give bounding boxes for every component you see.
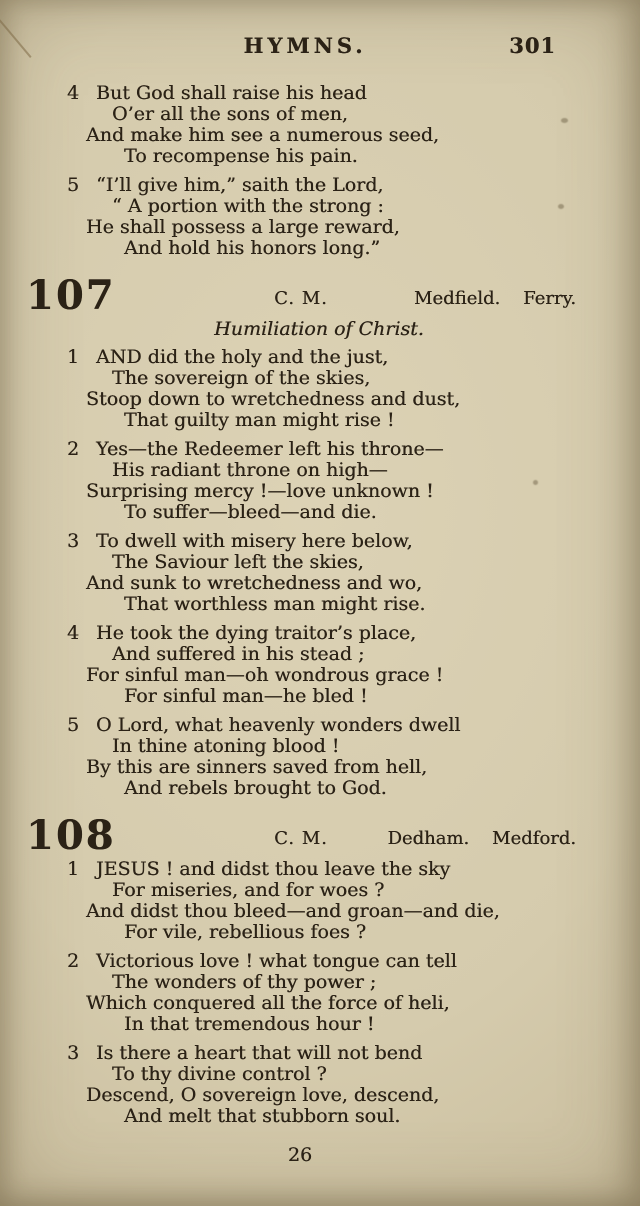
verse-line: And suffered in his stead ; <box>112 643 365 665</box>
page-number: 301 <box>509 33 556 58</box>
verse-number: 2 <box>67 950 80 972</box>
hymn-verses <box>62 859 576 1127</box>
verse <box>62 175 576 259</box>
verse-line: He took the dying traitor’s place, <box>96 622 417 644</box>
verse-number: 3 <box>67 530 80 552</box>
page-footer <box>0 1144 600 1166</box>
verse-line: But God shall raise his head <box>96 82 367 104</box>
verse-line: Is there a heart that will not bend <box>96 1042 423 1064</box>
hymn-meter: C. M. <box>274 828 328 849</box>
hymn-verses <box>62 347 576 799</box>
hymn-subtitle: Humiliation of Christ. <box>214 318 424 340</box>
verse-line: JESUS ! and didst thou leave the sky <box>96 858 451 880</box>
verse-line: In thine atoning blood ! <box>112 735 340 757</box>
verse-line: Victorious love ! what tongue can tell <box>96 950 457 972</box>
verse-line: That guilty man might rise ! <box>124 409 395 431</box>
signature-mark: 26 <box>287 1144 313 1166</box>
verse-line: And sunk to wretchedness and wo, <box>86 572 423 594</box>
verse-line: Yes—the Redeemer left his throne— <box>96 438 444 460</box>
verse-line: To dwell with misery here below, <box>96 530 413 552</box>
verse-number: 4 <box>67 82 80 104</box>
verse-line: And hold his honors long.” <box>124 237 381 259</box>
verse <box>62 531 576 615</box>
text-block <box>26 82 576 1127</box>
verse-number: 4 <box>67 622 80 644</box>
verse-line: The sovereign of the skies, <box>112 367 371 389</box>
verse <box>62 1043 576 1127</box>
verse <box>62 859 576 943</box>
verse-line: And didst thou bleed—and groan—and die, <box>86 900 500 922</box>
running-title: HYMNS. <box>243 33 367 58</box>
hymn-number: 107 <box>26 272 116 319</box>
verse <box>62 439 576 523</box>
verse <box>62 83 576 167</box>
verse-line: “ A portion with the strong : <box>112 195 384 217</box>
verse-line: Stoop down to wretchedness and dust, <box>86 388 461 410</box>
verse-line: The Saviour left the skies, <box>112 551 364 573</box>
hymn-heading <box>26 807 576 859</box>
verse-line: O Lord, what heavenly wonders dwell <box>96 714 461 736</box>
verse-line: Descend, O sovereign love, descend, <box>86 1084 440 1106</box>
page-header <box>0 33 640 59</box>
hymn-107-section <box>26 267 576 799</box>
verse-line: “I’ll give him,” saith the Lord, <box>96 174 384 196</box>
hymn-heading <box>26 267 576 319</box>
verse-line: AND did the holy and the just, <box>96 346 389 368</box>
verse <box>62 347 576 431</box>
continuation-verses <box>62 83 576 259</box>
hymn-meter: C. M. <box>274 288 328 309</box>
verse <box>62 715 576 799</box>
verse-line: He shall possess a large reward, <box>86 216 400 238</box>
verse-number: 5 <box>67 714 80 736</box>
verse-line: The wonders of thy power ; <box>112 971 377 993</box>
verse-line: His radiant throne on high— <box>112 459 388 481</box>
hymn-tune-names: Dedham. Medford. <box>387 828 576 849</box>
verse-line: For miseries, and for woes ? <box>112 879 385 901</box>
verse-line: By this are sinners saved from hell, <box>86 756 428 778</box>
verse-line: To thy divine control ? <box>112 1063 327 1085</box>
verse-number: 3 <box>67 1042 80 1064</box>
hymn-108-section <box>26 807 576 1127</box>
verse <box>62 623 576 707</box>
verse-line: For sinful man—oh wondrous grace ! <box>86 664 444 686</box>
verse-line: For vile, rebellious foes ? <box>124 921 367 943</box>
verse-line: And melt that stubborn soul. <box>124 1105 401 1127</box>
verse-line: For sinful man—he bled ! <box>124 685 368 707</box>
verse-line: And make him see a numerous seed, <box>86 124 440 146</box>
verse-line: To suffer—bleed—and die. <box>124 501 377 523</box>
verse-line: That worthless man might rise. <box>124 593 426 615</box>
verse-number: 1 <box>67 346 80 368</box>
verse-line: In that tremendous hour ! <box>124 1013 375 1035</box>
verse-number: 1 <box>67 858 80 880</box>
verse-line: Which conquered all the force of heli, <box>86 992 450 1014</box>
verse-number: 5 <box>67 174 80 196</box>
hymn-tune-names: Medfield. Ferry. <box>413 288 576 309</box>
verse-line: Surprising mercy !—love unknown ! <box>86 480 434 502</box>
verse-number: 2 <box>67 438 80 460</box>
verse-line: To recompense his pain. <box>124 145 358 167</box>
verse-line: O’er all the sons of men, <box>112 103 348 125</box>
hymn-number: 108 <box>26 812 116 859</box>
verse <box>62 951 576 1035</box>
verse-line: And rebels brought to God. <box>124 777 387 799</box>
